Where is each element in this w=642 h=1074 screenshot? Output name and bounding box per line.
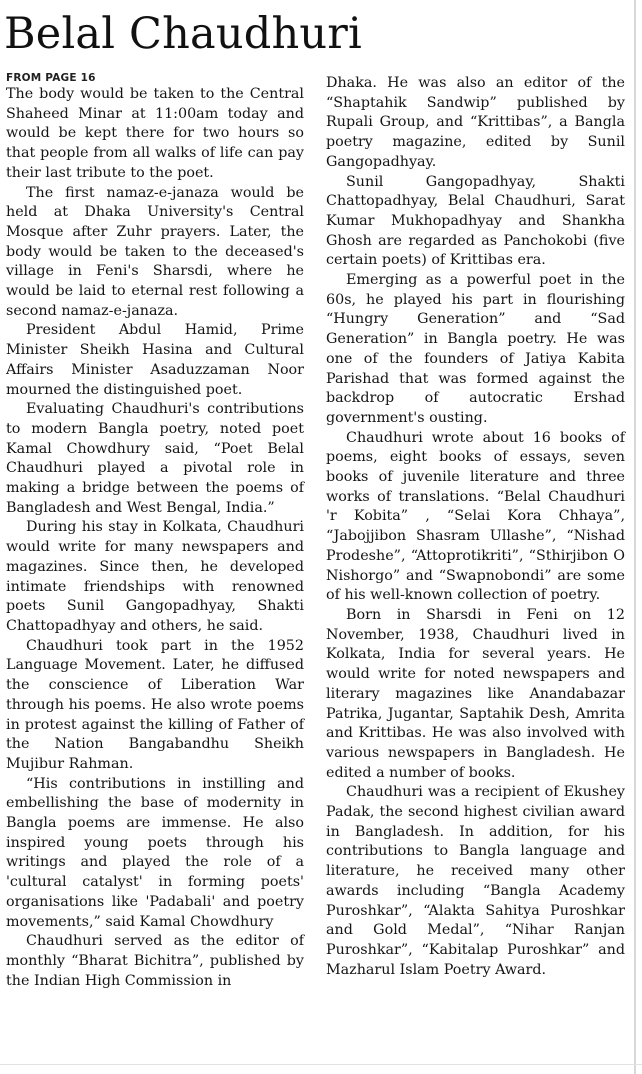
headline: Belal Chaudhuri <box>4 9 363 59</box>
paragraph: Chaudhuri was a recipient of Ekushey Padak, the second highest civilian award in Bangladesh. In addition, for his contributions to Bangla language and literature, he received many other awards including “Bangla Academy Puroshkar”, “Alakta Sahitya Puroshkar and Gold Medal”, “Nihar Ranjan Puroshkar”, “Kabitalap Puroshkar” and Mazharul Islam Poetry Award. <box>326 784 625 978</box>
paragraph: During his stay in Kolkata, Chaudhuri would write for many newspapers and magazines. Since then, he developed intimate friendships with renowned poets Sunil Gangopadhyay, Shakti Chattopadhyay and others, he said. <box>6 519 304 634</box>
paragraph: Dhaka. He was also an editor of the “Shaptahik Sandwip” published by Rupali Group, and “Krittibas”, a Bangla poetry magazine, edited by Sunil Gangopadhyay. <box>326 75 625 170</box>
paragraph: Chaudhuri wrote about 16 books of poems, eight books of essays, seven books of juvenile literature and three works of translations. “Belal Chaudhuri 'r Kobita” , “Selai Kora Chhaya”, “Jabojjibon Shasram Ullashe”, “Nishad Prodeshe”, “Attoprotikriti”, “Sthirjibon O Nishorgo” and “Swapnobondi” are some of his well-known collection of poetry. <box>326 429 625 604</box>
paragraph: The body would be taken to the Central Shaheed Minar at 11:00am today and would be kept there for two hours so that people from all walks of life can pay their last tribute to the poet. <box>6 86 304 181</box>
paragraph: The first namaz-e-janaza would be held at Dhaka University's Central Mosque after Zuhr prayers. Later, the body would be taken to the deceased's village in Feni's Sharsdi, where he would be laid to eternal rest following a second namaz-e-janaza. <box>6 184 304 319</box>
continuation-kicker: FROM PAGE 16 <box>6 72 96 84</box>
bottom-rule <box>0 1064 642 1065</box>
paragraph: Sunil Gangopadhyay, Shakti Chattopadhyay, Belal Chaudhuri, Sarat Kumar Mukhopadhyay and Shankha Ghosh are regarded as Panchokobi (five certain poets) of Krittibas era. <box>326 173 625 269</box>
paragraph: Chaudhuri took part in the 1952 Language Movement. Later, he diffused the conscience of Liberation War through his poems. He also wrote poems in protest against the killing of Father of the Nation Bangabandhu Sheikh Mujibur Rahman. <box>6 637 304 772</box>
page-edge-rule <box>634 0 636 1074</box>
paragraph: “His contributions in instilling and embellishing the base of modernity in Bangla poems are immense. He also inspired young poets through his writings and played the role of a 'cultural catalyst' in forming poets' organisations like 'Padabali' and poetry movements,” said Kamal Chowdhury <box>6 775 304 930</box>
left-column <box>6 72 304 991</box>
paragraph: Emerging as a powerful poet in the 60s, he played his part in flourishing “Hungry Generation” and “Sad Generation” in Bangla poetry. He was one of the founders of Jatiya Kabita Parishad that was formed against the backdrop of autocratic Ershad government's ousting. <box>326 272 625 426</box>
right-column <box>326 74 625 980</box>
paragraph: Evaluating Chaudhuri's contributions to modern Bangla poetry, noted poet Kamal Chowdhury said, “Poet Belal Chaudhuri played a pivotal role in making a bridge between the poems of Bangladesh and West Bengal, India.” <box>6 401 304 516</box>
paragraph: President Abdul Hamid, Prime Minister Sheikh Hasina and Cultural Affairs Minister Asaduzzaman Noor mourned the distinguished poet. <box>6 322 304 398</box>
paragraph: Chaudhuri served as the editor of monthly “Bharat Bichitra”, published by the Indian High Commission in <box>6 933 304 989</box>
paragraph: Born in Sharsdi in Feni on 12 November, 1938, Chaudhuri lived in Kolkata, India for several years. He would write for noted newspapers and literary magazines like Anandabazar Patrika, Jugantar, Saptahik Desh, Amrita and Krittibas. He was also involved with various newspapers in Bangladesh. He edited a number of books. <box>326 606 625 781</box>
